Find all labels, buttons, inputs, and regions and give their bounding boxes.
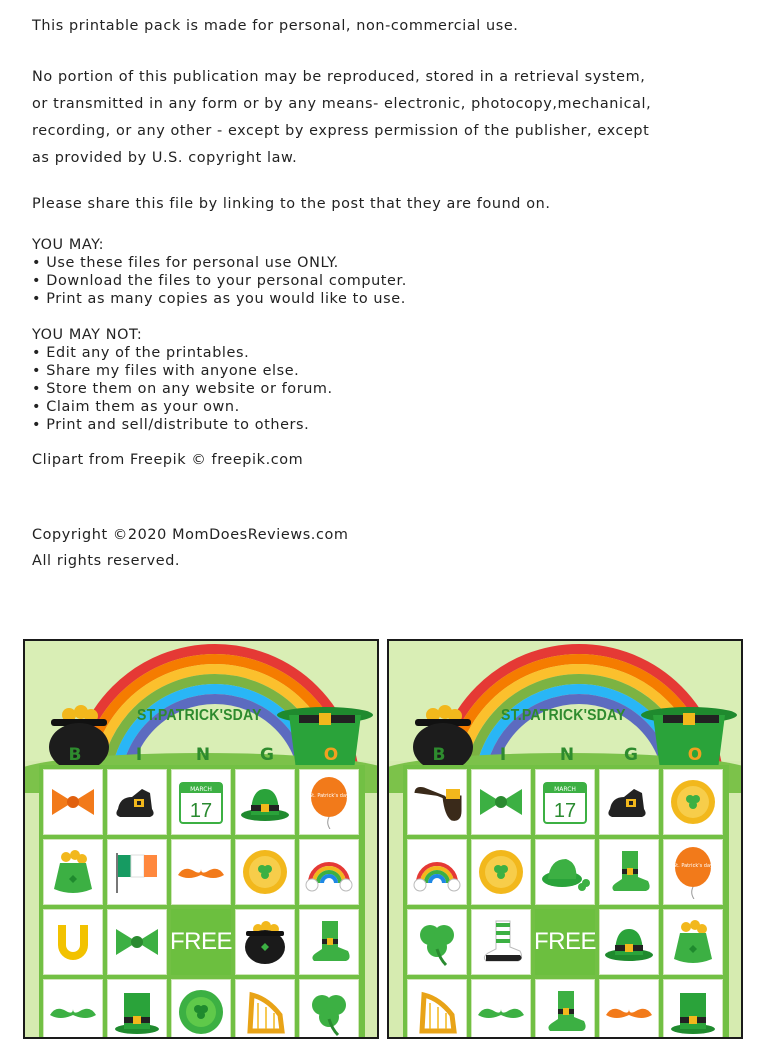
- you-may-not-section: [32, 326, 333, 434]
- bingo-cell: [471, 909, 531, 975]
- bingo-cell: [663, 909, 723, 975]
- bingo-cell: [663, 979, 723, 1039]
- list-item: • Edit any of the printables.: [32, 345, 250, 361]
- bingo-board: [39, 765, 365, 1039]
- paragraph-line: or transmitted in any form or by any means- electronic, photocopy,mechanical,: [32, 96, 652, 112]
- harp-icon: [410, 985, 464, 1039]
- bingo-cell: [43, 979, 103, 1039]
- paragraph-line: No portion of this publication may be reproduced, stored in a retrieval system,: [32, 69, 646, 85]
- bingo-cell: [43, 839, 103, 905]
- shamrock-icon: [302, 985, 356, 1039]
- bingo-letter: N: [195, 745, 211, 765]
- bingo-letter: G: [624, 745, 638, 765]
- bingo-cell: [535, 839, 595, 905]
- bingo-letter: O: [687, 745, 703, 765]
- bingo-cell: [599, 979, 659, 1039]
- bingo-cell: [599, 909, 659, 975]
- bingo-cell: [407, 979, 467, 1039]
- gold-coin-icon: [474, 845, 528, 899]
- calendar-day: 17: [553, 800, 577, 822]
- balloon-icon: [666, 845, 720, 899]
- orange-mustache-icon: [174, 845, 228, 899]
- bingo-card-left: [23, 639, 379, 1039]
- calendar-month: MARCH: [554, 786, 576, 793]
- bingo-cell: [107, 979, 167, 1039]
- bingo-cell: [299, 769, 359, 835]
- bingo-cell: [407, 909, 467, 975]
- bingo-letter: I: [135, 745, 143, 765]
- bingo-cell: [599, 839, 659, 905]
- bingo-board: [403, 765, 729, 1039]
- green-boot-icon: [602, 845, 656, 899]
- bingo-cell: [171, 839, 231, 905]
- horseshoe-icon: [46, 915, 100, 969]
- list-item: • Download the files to your personal computer.: [32, 273, 407, 289]
- green-mustache-icon: [46, 985, 100, 1039]
- bingo-cell: [599, 769, 659, 835]
- you-may-heading: YOU MAY:: [32, 237, 105, 253]
- calendar-day: 17: [189, 800, 213, 822]
- gold-coin-icon: [666, 775, 720, 829]
- balloon-icon: [302, 775, 356, 829]
- bingo-cell: [471, 769, 531, 835]
- bingo-cell: [107, 839, 167, 905]
- clover-coin-icon: [174, 985, 228, 1039]
- you-may-section: [32, 236, 407, 308]
- clipart-credit: Clipart from Freepik © freepik.com: [32, 452, 304, 468]
- bingo-card-right: [387, 639, 743, 1039]
- pot-of-gold-icon: [238, 915, 292, 969]
- bingo-cell: [535, 979, 595, 1039]
- card-title: ST.PATRICK'SDAY: [501, 707, 626, 724]
- rainbow-icon: [410, 845, 464, 899]
- balloon-text: St. Patrick's day: [309, 793, 349, 799]
- leprechaun-shoe-icon: [110, 775, 164, 829]
- bingo-letter: I: [499, 745, 507, 765]
- intro-text: This printable pack is made for personal, non-commercial use.: [32, 18, 519, 34]
- pipe-icon: [410, 775, 464, 829]
- harp-icon: [238, 985, 292, 1039]
- list-item: • Share my files with anyone else.: [32, 363, 300, 379]
- bingo-cell: [471, 839, 531, 905]
- top-hat-icon: [666, 985, 720, 1039]
- bow-tie-green-icon: [474, 775, 528, 829]
- calendar-icon: [174, 775, 228, 829]
- rainbow-icon: [302, 845, 356, 899]
- gold-coin-icon: [238, 845, 292, 899]
- green-hat-clover-icon: [538, 845, 592, 899]
- free-space: FREE: [171, 909, 231, 975]
- bingo-letter: O: [323, 745, 339, 765]
- you-may-not-heading: YOU MAY NOT:: [32, 327, 143, 343]
- bingo-cell: [299, 909, 359, 975]
- bingo-cell: [235, 909, 295, 975]
- bingo-cell: [663, 839, 723, 905]
- bingo-cell: [171, 769, 231, 835]
- bingo-cell: [663, 769, 723, 835]
- bingo-cell: [535, 769, 595, 835]
- bingo-cell: [299, 839, 359, 905]
- orange-mustache-icon: [602, 985, 656, 1039]
- list-item: • Print as many copies as you would like to use.: [32, 291, 406, 307]
- calendar-icon: [538, 775, 592, 829]
- free-space: FREE: [535, 909, 595, 975]
- bingo-cell: [107, 769, 167, 835]
- list-item: • Claim them as your own.: [32, 399, 240, 415]
- bingo-cell: [235, 839, 295, 905]
- green-hat-icon: [238, 775, 292, 829]
- bingo-cell: [235, 979, 295, 1039]
- bingo-cell: [471, 979, 531, 1039]
- bingo-cell: [299, 979, 359, 1039]
- bingo-letter: B: [68, 745, 82, 765]
- bingo-cell: [407, 769, 467, 835]
- bow-tie-green-icon: [110, 915, 164, 969]
- calendar-month: MARCH: [190, 786, 212, 793]
- striped-boot-icon: [474, 915, 528, 969]
- pot-of-gold-bag-icon: [666, 915, 720, 969]
- list-item: • Use these files for personal use ONLY.: [32, 255, 339, 271]
- bingo-cell: [235, 769, 295, 835]
- bingo-cell: [407, 839, 467, 905]
- share-text: Please share this file by linking to the post that they are found on.: [32, 196, 551, 212]
- balloon-text: St. Patrick's day: [673, 863, 713, 869]
- copyright-line: Copyright ©2020 MomDoesReviews.com: [32, 527, 349, 543]
- bingo-cell: [107, 909, 167, 975]
- green-hat-icon: [602, 915, 656, 969]
- rights-line: All rights reserved.: [32, 553, 181, 569]
- green-boot-icon: [302, 915, 356, 969]
- bingo-cell: [43, 769, 103, 835]
- bingo-cell: [171, 979, 231, 1039]
- bingo-letter: G: [260, 745, 274, 765]
- paragraph-line: as provided by U.S. copyright law.: [32, 150, 298, 166]
- list-item: • Print and sell/distribute to others.: [32, 417, 310, 433]
- card-title: ST.PATRICK'SDAY: [137, 707, 262, 724]
- shamrock-icon: [410, 915, 464, 969]
- bingo-letter: N: [559, 745, 575, 765]
- irish-flag-icon: [110, 845, 164, 899]
- pot-of-gold-bag-icon: [46, 845, 100, 899]
- green-mustache-icon: [474, 985, 528, 1039]
- copyright-paragraph: [32, 64, 651, 172]
- paragraph-line: recording, or any other - except by express permission of the publisher, except: [32, 123, 650, 139]
- list-item: • Store them on any website or forum.: [32, 381, 333, 397]
- top-hat-icon: [110, 985, 164, 1039]
- green-boot-icon: [538, 985, 592, 1039]
- bow-tie-orange-icon: [46, 775, 100, 829]
- leprechaun-shoe-icon: [602, 775, 656, 829]
- bingo-cell: [43, 909, 103, 975]
- bingo-letter: B: [432, 745, 446, 765]
